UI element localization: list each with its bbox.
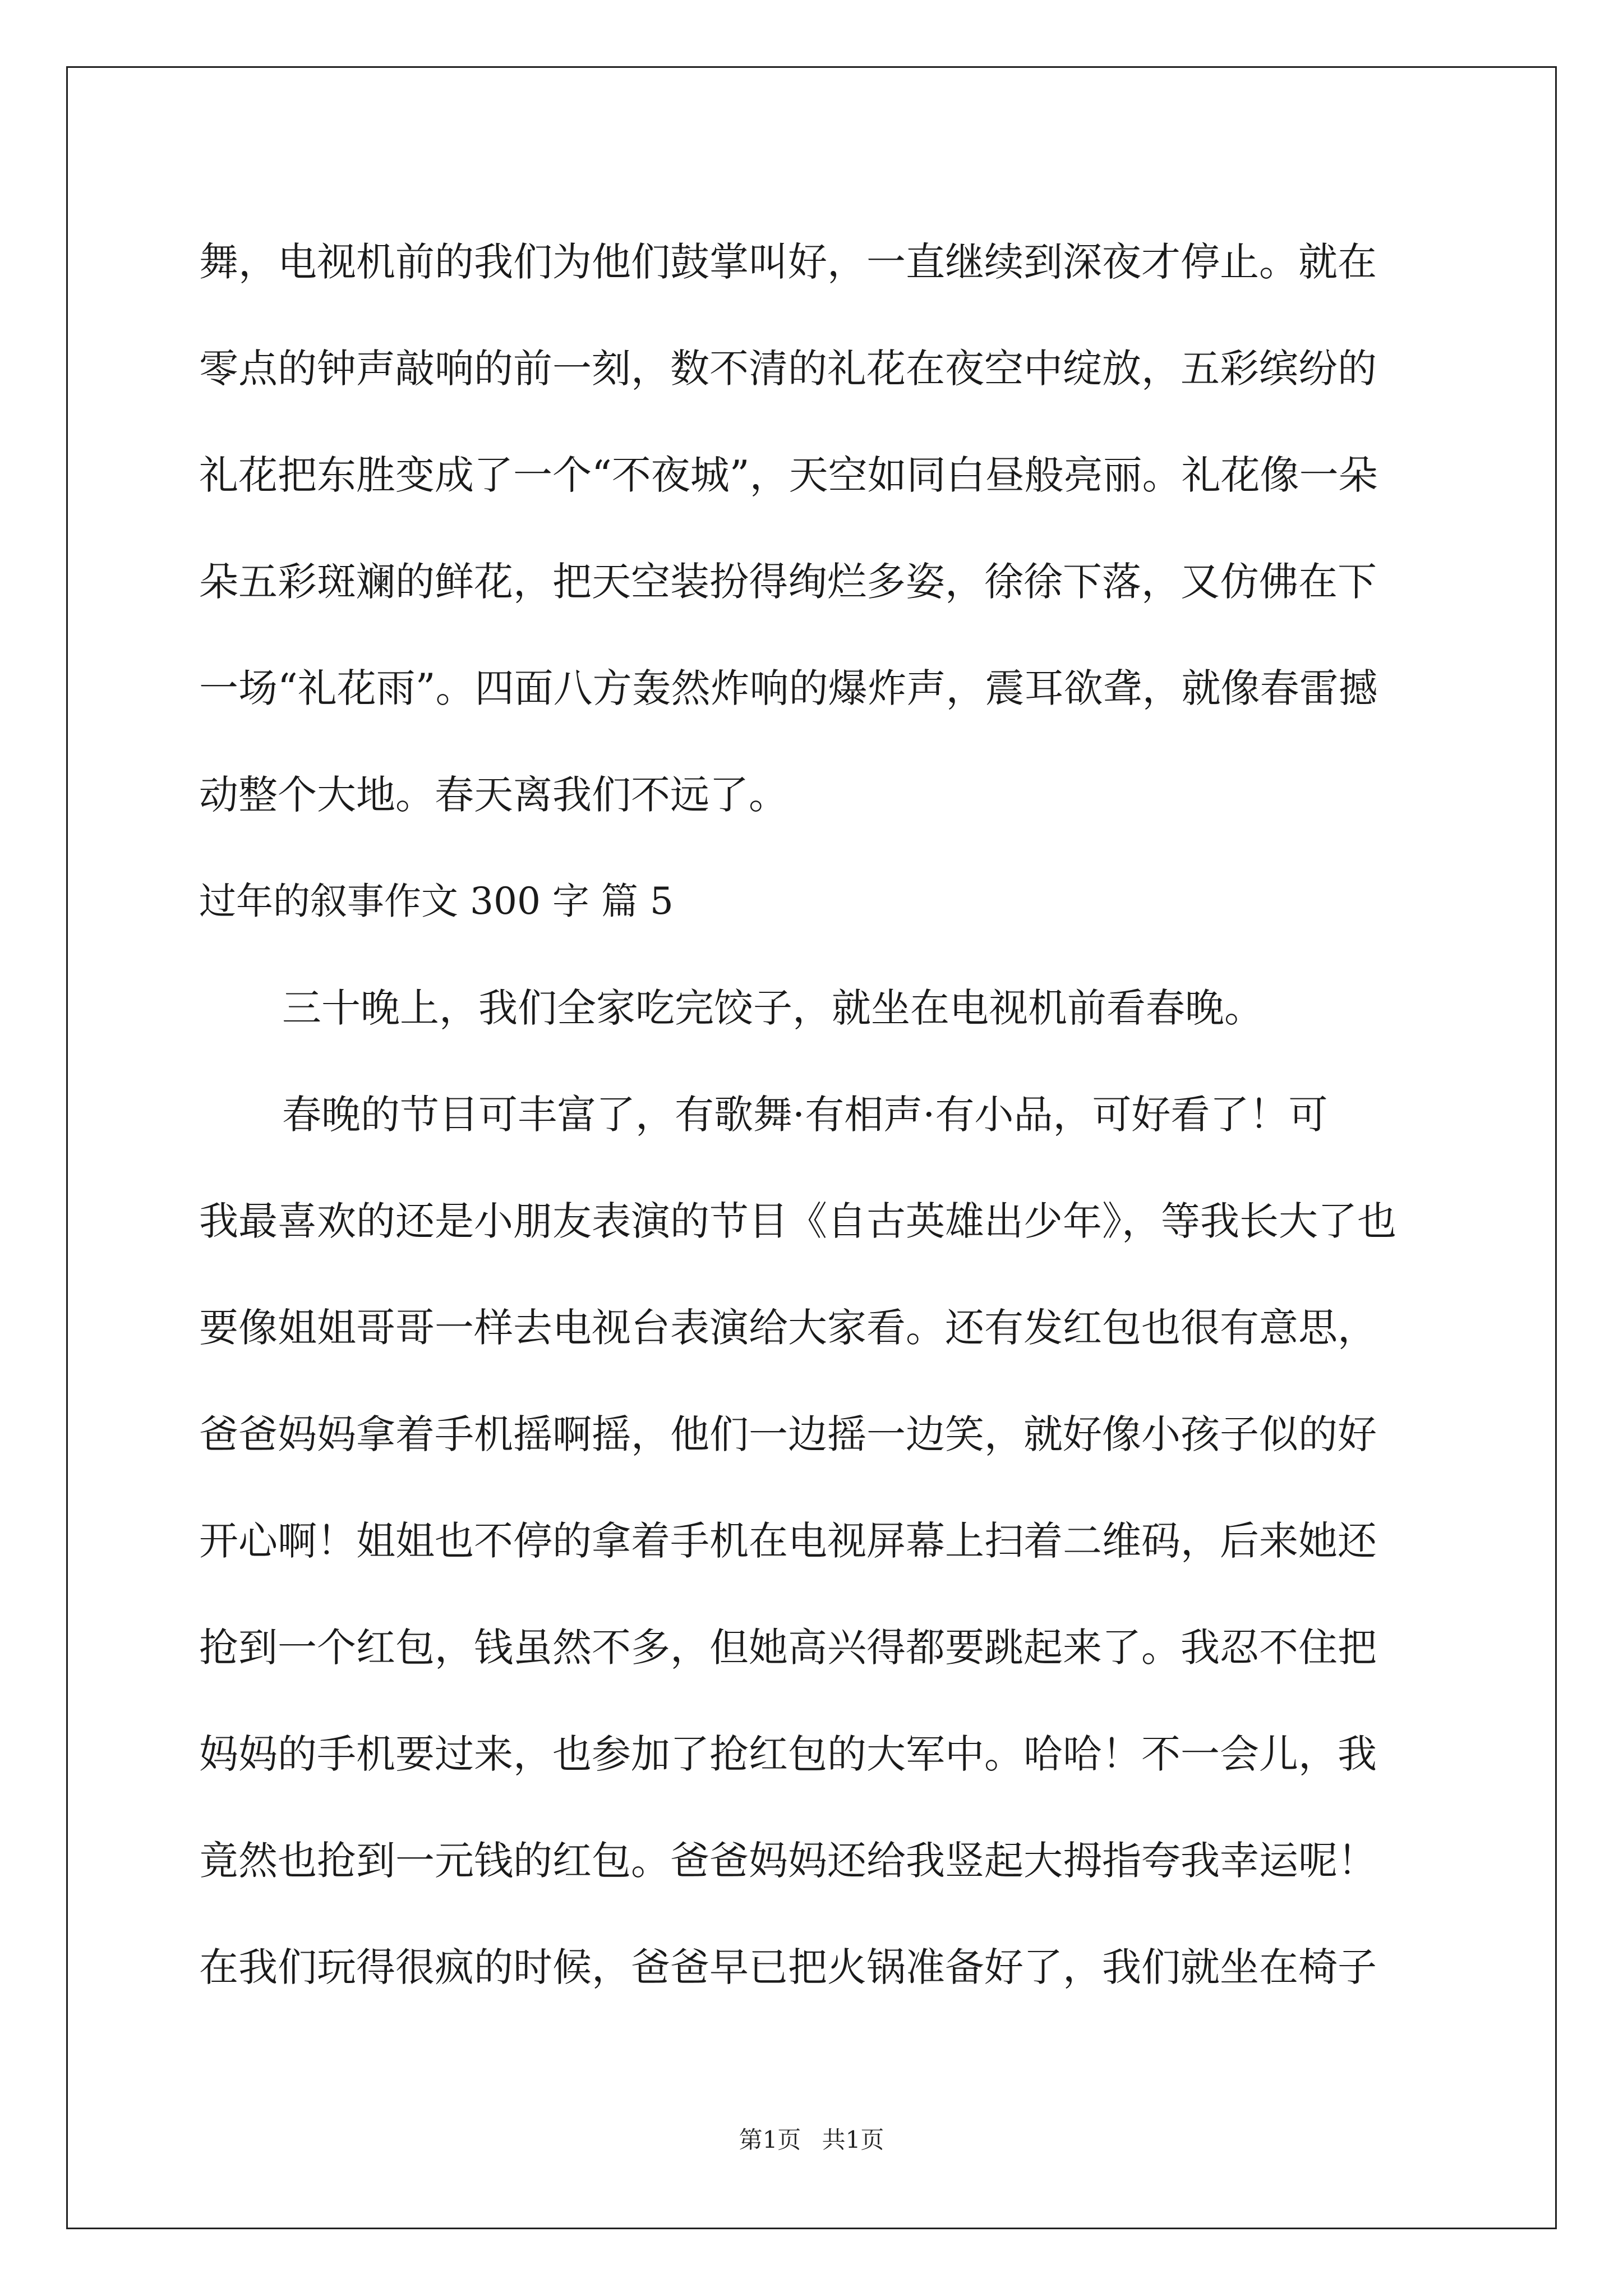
paragraph-start: 春晚的节目可丰富了，有歌舞·有相声·有小品，可好看了！可 [282, 1092, 1328, 1138]
text-line: 妈妈的手机要过来，也参加了抢红包的大军中。哈哈！不一会儿，我 [199, 1731, 1377, 1777]
page-number: 第1页 [739, 2126, 801, 2154]
section-heading: 过年的叙事作文 300 字 篇 5 [199, 880, 674, 923]
text-line: 舞，电视机前的我们为他们鼓掌叫好，一直继续到深夜才停止。就在 [199, 239, 1377, 285]
text-line: 朵五彩斑斓的鲜花，把天空装扮得绚烂多姿，徐徐下落，又仿佛在下 [199, 559, 1377, 605]
text-line: 我最喜欢的还是小朋友表演的节目《自古英雄出少年》，等我长大了也 [199, 1198, 1396, 1244]
document-body [199, 209, 1424, 2021]
text-line: 要像姐姐哥哥一样去电视台表演给大家看。还有发红包也很有意思， [199, 1305, 1377, 1351]
page-footer [0, 2122, 1623, 2155]
text-line: 爸爸妈妈拿着手机摇啊摇，他们一边摇一边笑，就好像小孩子似的好 [199, 1411, 1377, 1457]
text-line: 零点的钟声敲响的前一刻，数不清的礼花在夜空中绽放，五彩缤纷的 [199, 346, 1377, 392]
text-line: 竟然也抢到一元钱的红包。爸爸妈妈还给我竖起大拇指夸我幸运呢！ [199, 1838, 1377, 1884]
page-total: 共1页 [822, 2126, 884, 2154]
text-line: 开心啊！姐姐也不停的拿着手机在电视屏幕上扫着二维码，后来她还 [199, 1518, 1377, 1564]
text-line: 礼花把东胜变成了一个“不夜城”，天空如同白昼般亮丽。礼花像一朵 [199, 452, 1378, 498]
text-line: 抢到一个红包，钱虽然不多，但她高兴得都要跳起来了。我忍不住把 [199, 1625, 1377, 1671]
text-line: 动整个大地。春天离我们不远了。 [199, 772, 788, 818]
text-line: 在我们玩得很疯的时候，爸爸早已把火锅准备好了，我们就坐在椅子 [199, 1944, 1377, 1990]
paragraph-start: 三十晚上，我们全家吃完饺子，就坐在电视机前看春晚。 [282, 985, 1264, 1031]
text-line: 一场“礼花雨”。四面八方轰然炸响的爆炸声，震耳欲聋，就像春雷撼 [199, 665, 1378, 711]
